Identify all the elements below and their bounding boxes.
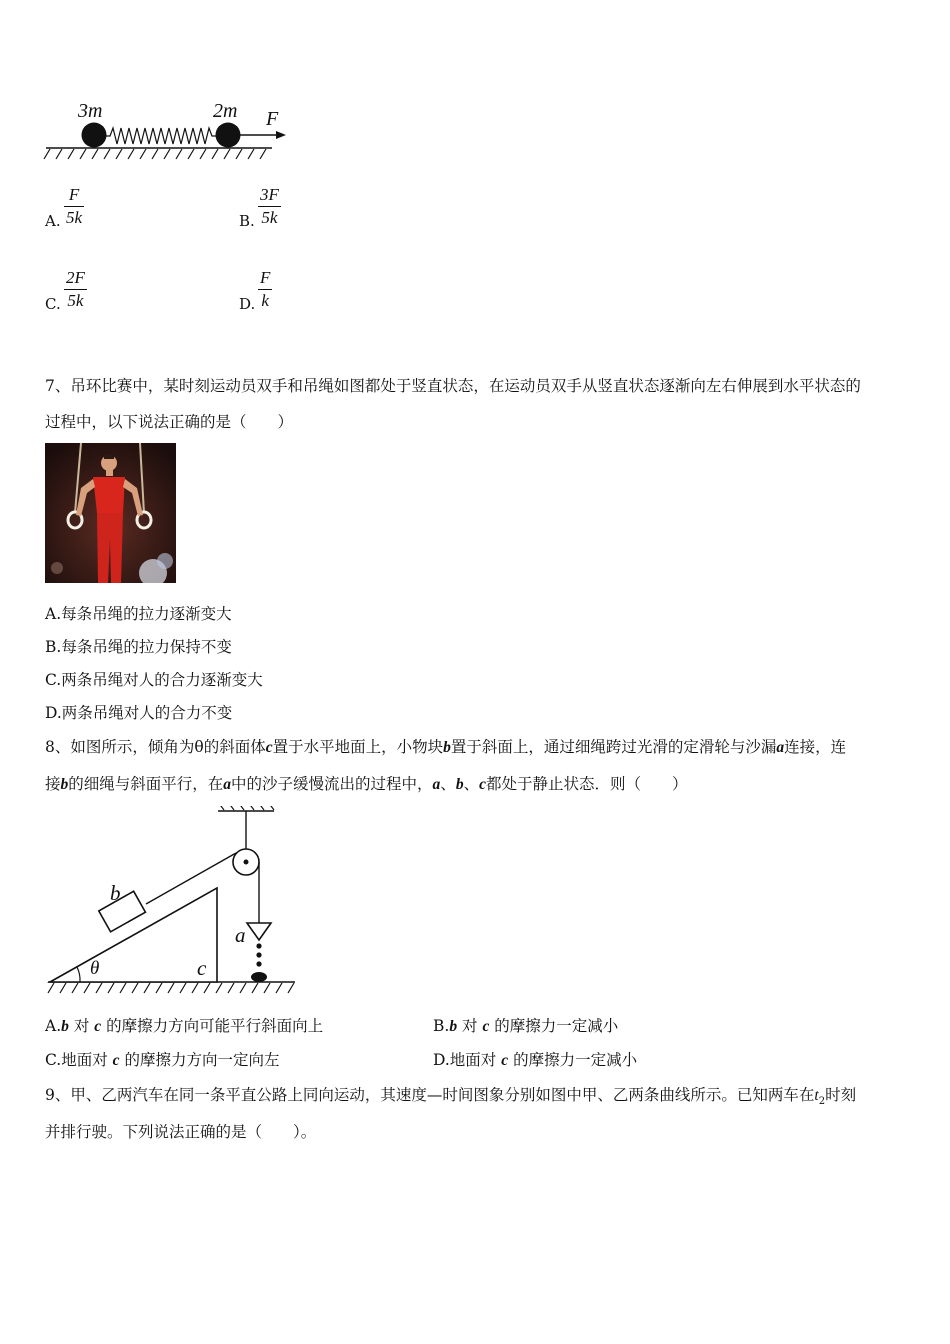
force-arrow <box>276 131 286 139</box>
option-d-label: D. <box>239 295 256 313</box>
block-b <box>99 891 146 932</box>
option-a-fraction: $\frac{F}{5k}$ <box>66 185 83 227</box>
spring <box>106 128 216 144</box>
sand-pile <box>251 972 267 982</box>
q8-option-c: C.地面对 c 的摩擦力方向一定向左 <box>45 1051 280 1069</box>
mass-left-label: 3m <box>78 100 103 122</box>
mass-2m <box>216 123 241 148</box>
block-b-label: b <box>110 881 121 905</box>
option-c-fraction: $\frac{2F}{5k}$ <box>66 268 85 310</box>
q8-option-b: B.b 对 c 的摩擦力一定减小 <box>433 1017 619 1035</box>
gymnast-rings-photo <box>45 443 176 583</box>
q7-option-d: D.两条吊绳对人的合力不变 <box>45 704 233 722</box>
q7-stem-line2: 过程中，以下说法正确的是（ ） <box>45 413 294 431</box>
force-label: F <box>266 108 279 130</box>
option-a-label: A. <box>45 212 61 230</box>
q8-stem-line2: 接b的细绳与斜面平行，在a中的沙子缓慢流出的过程中，a、b、c都处于静止状态．则（ ） <box>45 775 688 793</box>
wedge-c-label: c <box>197 956 207 980</box>
q8-stem-line1: 8、如图所示，倾角为θ的斜面体c置于水平地面上，小物块b置于斜面上，通过细绳跨过光滑的定滑轮与沙漏a连接，连 <box>45 738 847 756</box>
mass-right-label: 2m <box>213 100 238 122</box>
option-c-label: C. <box>45 295 61 313</box>
sand-funnel-a <box>247 923 271 940</box>
q9-stem-line2: 并排行驶。下列说法正确的是（ ）。 <box>45 1123 317 1141</box>
q8-option-d: D.地面对 c 的摩擦力一定减小 <box>433 1051 638 1069</box>
incline-pulley-figure <box>40 806 302 998</box>
mass-3m <box>82 123 107 148</box>
option-b-fraction: $\frac{3F}{5k}$ <box>260 185 279 227</box>
q9-stem-line1: 9、甲、乙两汽车在同一条平直公路上同向运动，其速度—时间图象分别如图中甲、乙两条曲线所示。已知两车在$t_2$时刻 <box>45 1086 857 1108</box>
q7-stem-line1: 7、吊环比赛中，某时刻运动员双手和吊绳如图都处于竖直状态，在运动员双手从竖直状态逐渐向左右伸展到水平状态的 <box>45 377 861 395</box>
q7-option-c: C.两条吊绳对人的合力逐渐变大 <box>45 671 263 689</box>
q7-option-a: A.每条吊绳的拉力逐渐变大 <box>45 605 232 623</box>
option-b-label: B. <box>239 212 255 230</box>
q8-option-a: A.b 对 c 的摩擦力方向可能平行斜面向上 <box>45 1017 324 1035</box>
funnel-a-label: a <box>235 923 246 947</box>
q7-option-b: B.每条吊绳的拉力保持不变 <box>45 638 232 656</box>
angle-theta-label: θ <box>90 958 100 979</box>
option-d-fraction: $\frac{F}{k}$ <box>260 268 271 310</box>
